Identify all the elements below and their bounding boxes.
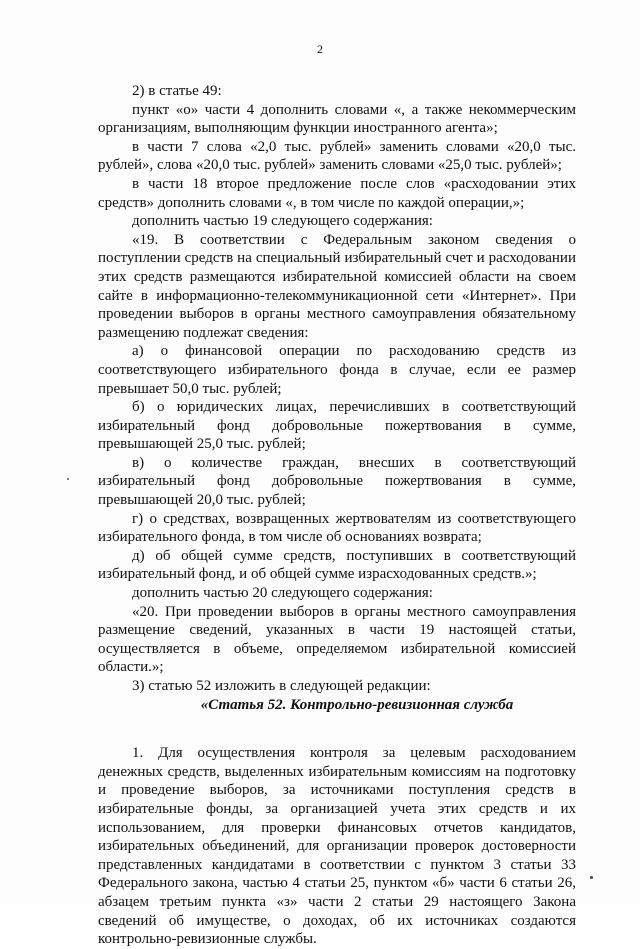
paragraph-add-part-20: дополнить частью 20 следующего содержания: — [132, 585, 433, 602]
paragraph-item-d: д) об общей сумме средств, поступивших в соответствующий избирательный фонд, и об общей сумме израсходованных средств.»; — [98, 547, 576, 583]
page-number: 2 — [317, 42, 323, 56]
paragraph-item-b: б) о юридических лицах, перечисливших в соответствующий избирательный фонд добровольные пожертвования в сумме, превышающей 25,0 тыс. рублей; — [98, 399, 576, 453]
paragraph-item-v: в) о количестве граждан, внесших в соответствующий избирательный фонд добровольные пожертвования в сумме, превышающей 20,0 тыс. рублей; — [98, 454, 576, 509]
paragraph-part-7: в части 7 слова «2,0 тыс. рублей» заменить словами «20,0 тыс. рублей», слова «20,0 тыс. рублей» заменить словами «25,0 тыс. рублей»; — [98, 138, 576, 174]
paragraph-part-18: в части 18 второе предложение после слов «расходовании этих средств» дополнить словами «, в том числе по каждой операции,»; — [98, 175, 576, 211]
document-body — [98, 82, 576, 949]
scan-speck — [590, 876, 593, 879]
article-52-heading: «Статья 52. Контрольно-ревизионная служба — [200, 696, 514, 713]
paragraph-clause-o-part-4: пункт «о» части 4 дополнить словами «, а также некоммерческим организациям, выполняющим функции иностранного агента»; — [98, 101, 576, 137]
section-spacer — [98, 714, 576, 744]
paragraph-part-19-text: «19. В соответствии с Федеральным законом сведения о поступлении средств на специальный избирательный счет и расходовании этих средств размещаются избирательной комиссией области на своем сайте в информационно-телекоммуникационной сети «Интернет». При проведении выборов в органы местного самоуправления обязательному размещению подлежат сведения: — [98, 231, 576, 341]
paragraph-add-part-19: дополнить частью 19 следующего содержания: — [132, 213, 433, 230]
paragraph-article-52-intro: 3) статью 52 изложить в следующей редакции: — [132, 678, 431, 694]
paragraph-article-52-part-1: 1. Для осуществления контроля за целевым расходованием денежных средств, выделенных избирательным комиссиям на подготовку и проведение выборов, за источниками поступления средств в избирательные фонды, за организацией учета этих средств и их использованием, для проверки финансовых отчетов кандидатов, избирательных объединений, для организации проверок достоверности представленных кандидатами в соответствии с пунктом 3 статьи 33 Федерального закона, частью 4 статьи 25, пунктом «б» части 6 статьи 26, абзацем третьим пункта «з» части 2 статьи 29 настоящего Закона сведений об имуществе, о доходах, об их источниках создаются контрольно-ревизионные службы. — [98, 745, 576, 948]
paragraph-article-49: 2) в статье 49: — [132, 83, 222, 99]
paragraph-item-g: г) о средствах, возвращенных жертвователям из соответствующего избирательного фонда, в том числе об основаниях возврата; — [98, 510, 576, 546]
scan-speck — [67, 478, 69, 480]
paragraph-item-a: а) о финансовой операции по расходованию средств из соответствующего избирательного фонда в случае, если ее размер превышает 50,0 тыс. рублей; — [98, 343, 576, 397]
paragraph-part-20-text: «20. При проведении выборов в органы местного самоуправления размещение сведений, указанных в части 19 настоящей статьи, осуществляется в объеме, определяемом избирательной комиссией области.»; — [98, 603, 576, 676]
